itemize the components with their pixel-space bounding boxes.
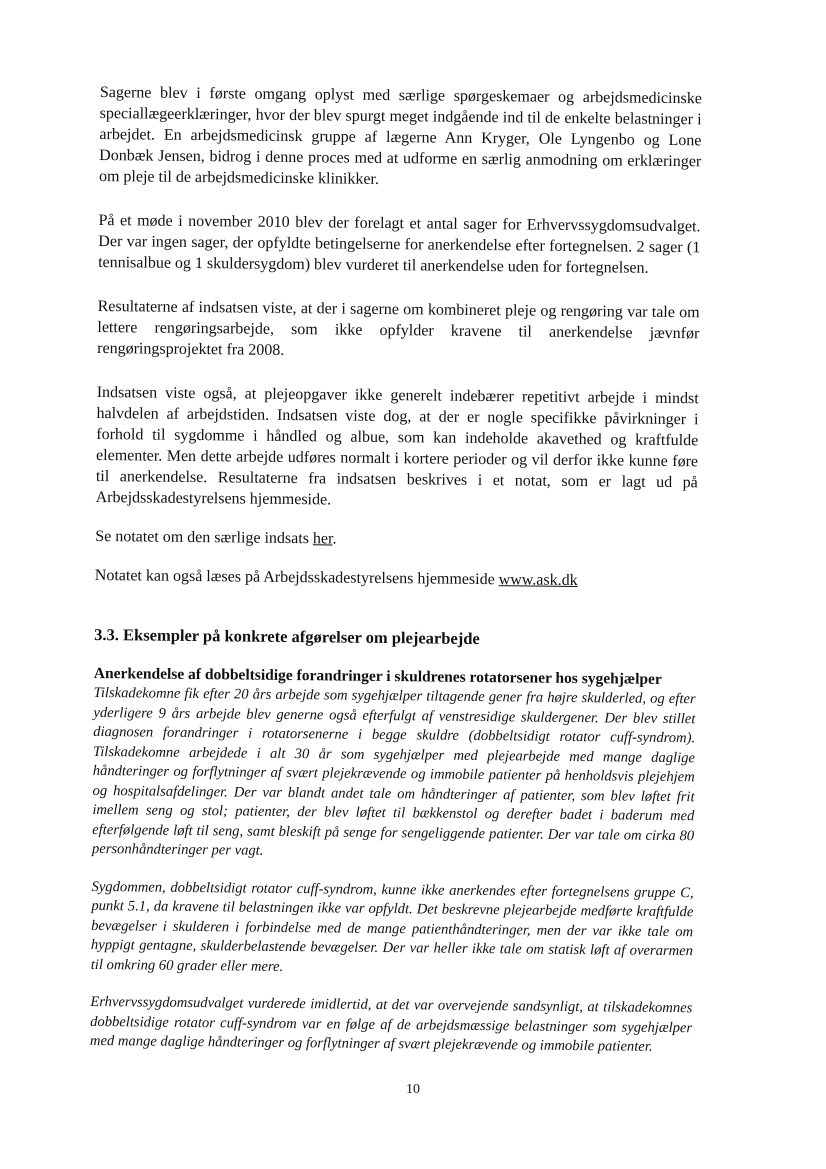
see-note-end: . [332,530,337,548]
website-text: Notatet kan også læses på Arbejdsskadestyrelsens hjemmeside [94,566,499,589]
website-link[interactable]: www.ask.dk [498,571,578,590]
case-paragraph-1: Tilskadekomne fik efter 20 års arbejde som sygehjælper tiltagende gener fra højre skulderled, og efter yderligere 9 års arbejde blev generne også efterfulgt af venstresidige skuldergener. Der blev stillet diagnosen forandringer i rotatorsenerne i begge skuldre (dobbeltsidigt rotator cuff-syndrom). Tilskadekomne arbejdede i alt 30 år som sygehjælper med plejearbejde med mange daglige håndteringer og forflytninger af svært plejekrævende og immobile patienter på henholdsvis plejehjem og hospitalsafdelinger. Der var blandt andet tale om håndteringer af patienter, som blev løftet frit imellem seng og stol; patienter, der blev løftet til bækkenstol og derefter badet i baderum med efterfølgende løft til seng, samt bleskift på senge for sengeliggende patienter. Der var tale om cirka 80 personhåndteringer per vagt. [91,684,696,859]
section-heading: 3.3. Eksempler på konkrete afgørelser om plejearbejde [94,624,480,649]
page-number: 10 [406,1082,420,1097]
case-paragraph-2: Sygdommen, dobbeltsidigt rotator cuff-syndrom, kunne ikke anerkendes efter fortegnelsens gruppe C, punkt 5.1, da kravene til belastningen ikke var opfyldt. Det beskrevne plejearbejde medførte kraftfulde bevægelser i skulderen i forbindelse med de mange patienthåndteringer, men der var ikke tale om hyppigt gentagne, skulderbelastende bevægelser. Der var heller ikke tale om statisk løft af overarmen til omkring 60 grader eller mere. [90,878,694,975]
paragraph-intro: Sagerne blev i første omgang oplyst med særlige spørgeskemaer og arbejdsmedicinske speciallægeerklæringer, hvor der blev spurgt meget indgående ind til de enkelte belastninger i arbejdet. En arbejdsmedicinsk gruppe af lægerne Ann Kryger, Ole Lyngenbo og Lone Donbæk Jensen, bidrog i denne proces med at udforme en særlig anmodning om erklæringer om pleje til de arbejdsmedicinske klinikker. [98,83,702,188]
paragraph-results: Resultaterne af indsatsen viste, at der i sagerne om kombineret pleje og rengøring var tale om lettere rengøringsarbejde, som ikke opfylder kravene til anerkendelse jævnfør rengøringsprojektet fra 2008. [97,297,700,359]
paragraph-website [95,565,697,592]
paragraph-findings: Indsatsen viste også, at plejeopgaver ikke generelt indebærer repetitivt arbejde i mindst halvdelen af arbejdstiden. Indsatsen viste dog, at der er nogle specifikke påvirkninger i forhold til sygdomme i håndled og albue, som kan indeholde akavethed og kraftfulde elementer. Men dette arbejde udføres normalt i kortere perioder og vil derfor ikke kunne føre til anerkendelse. Resultaterne fra indsatsen beskrives i et notat, som er lagt ud på Arbejdsskadestyrelsens hjemmeside. [95,383,699,509]
case-paragraph-3: Erhvervssygdomsudvalget vurderede imidlertid, at det var overvejende sandsynligt, at tilskadekomnes dobbeltsidige rotator cuff-syndrom var en følge af de arbejdsmæssige belastninger som sygehjælper med mange daglige håndteringer og forflytninger af svært plejekrævende og immobile patienter. [89,993,693,1055]
paragraph-see-note [95,526,697,553]
note-link[interactable]: her [312,530,333,548]
see-note-text: Se notatet om den særlige indsats [95,527,314,548]
paragraph-meeting: På et møde i november 2010 blev der forelagt et antal sager for Erhvervssygdomsudvalget. Der var ingen sager, der opfyldte betingelserne for anerkendelse efter fortegnelsen. 2 sager (1 tennisalbue og 1 skuldersygdom) blev vurderet til anerkendelse uden for fortegnelsen. [98,211,701,277]
case-title: Anerkendelse af dobbeltsidige forandringer i skuldrenes rotatorsener hos sygehjælper [93,664,662,688]
document-page [90,82,702,1058]
